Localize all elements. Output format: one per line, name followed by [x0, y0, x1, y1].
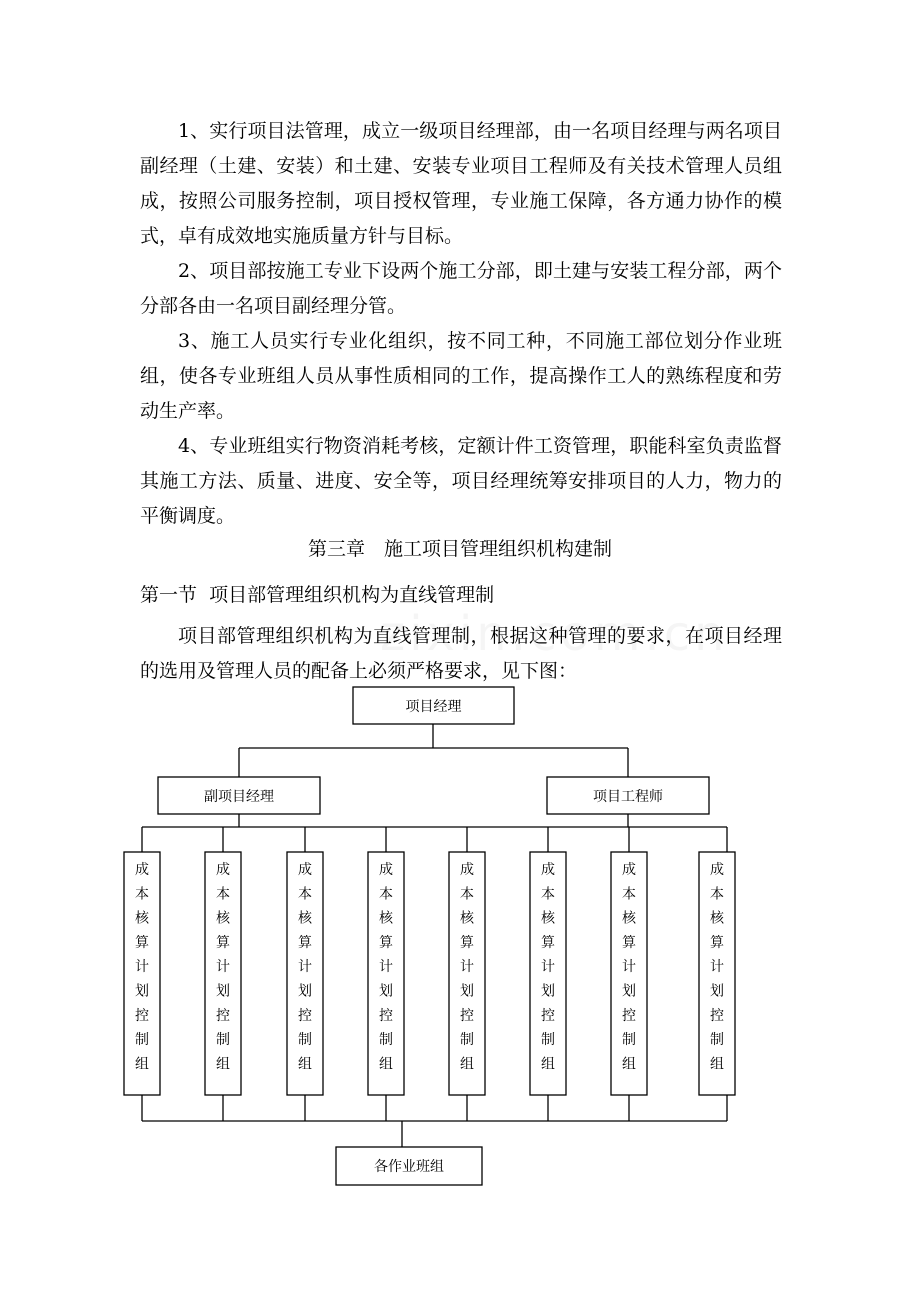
- node-label: 各作业班组: [374, 1159, 444, 1175]
- paragraph-5: 项目部管理组织机构为直线管理制，根据这种管理的要求，在项目经理的选用及管理人员的配备上必须严格要求，见下图：: [140, 625, 782, 682]
- node-label: 项目经理: [405, 699, 462, 715]
- node-control-group: [530, 852, 566, 1095]
- paragraph-2: 2、项目部按施工专业下设两个施工分部，即土建与安装工程分部，两个分部各由一名项目副经理分管。: [140, 260, 782, 317]
- node-control-group: [449, 852, 485, 1095]
- node-deputy-manager: [158, 777, 320, 814]
- node-label: 成本核算计划控制组: [622, 862, 636, 1073]
- node-label: 成本核算计划控制组: [379, 862, 393, 1073]
- node-work-teams: [336, 1147, 482, 1185]
- node-label: 项目工程师: [593, 789, 663, 805]
- node-control-group: [205, 852, 241, 1095]
- node-control-group: [611, 852, 647, 1095]
- node-control-group: [699, 852, 735, 1095]
- section-title: 第一节 项目部管理组织机构为直线管理制: [140, 584, 495, 606]
- paragraph-4: 4、专业班组实行物资消耗考核，定额计件工资管理，职能科室负责监督其施工方法、质量、进度、安全等，项目经理统筹安排项目的人力，物力的平衡调度。: [140, 435, 782, 527]
- node-label: 副项目经理: [204, 789, 274, 805]
- node-project-manager: [353, 687, 514, 724]
- node-label: 成本核算计划控制组: [135, 862, 149, 1073]
- paragraph-3: 3、施工人员实行专业化组织，按不同工种，不同施工部位划分作业班组，使各专业班组人员从事性质相同的工作，提高操作工人的熟练程度和劳动生产率。: [140, 330, 782, 422]
- chapter-title: 第三章 施工项目管理组织机构建制: [307, 538, 612, 560]
- node-label: 成本核算计划控制组: [216, 862, 230, 1073]
- group-nodes: [124, 852, 735, 1095]
- node-project-engineer: [547, 777, 709, 814]
- node-label: 成本核算计划控制组: [298, 862, 312, 1073]
- node-control-group: [124, 852, 160, 1095]
- paragraph-1: 1、实行项目法管理，成立一级项目经理部，由一名项目经理与两名项目副经理（土建、安装）和土建、安装专业项目工程师及有关技术管理人员组成，按照公司服务控制，项目授权管理，专业施工保障，各方通力协作的模式，卓有成效地实施质量方针与目标。: [140, 120, 782, 247]
- node-label: 成本核算计划控制组: [460, 862, 474, 1073]
- node-label: 成本核算计划控制组: [541, 862, 555, 1073]
- node-control-group: [368, 852, 404, 1095]
- node-control-group: [287, 852, 323, 1095]
- node-label: 成本核算计划控制组: [710, 862, 724, 1073]
